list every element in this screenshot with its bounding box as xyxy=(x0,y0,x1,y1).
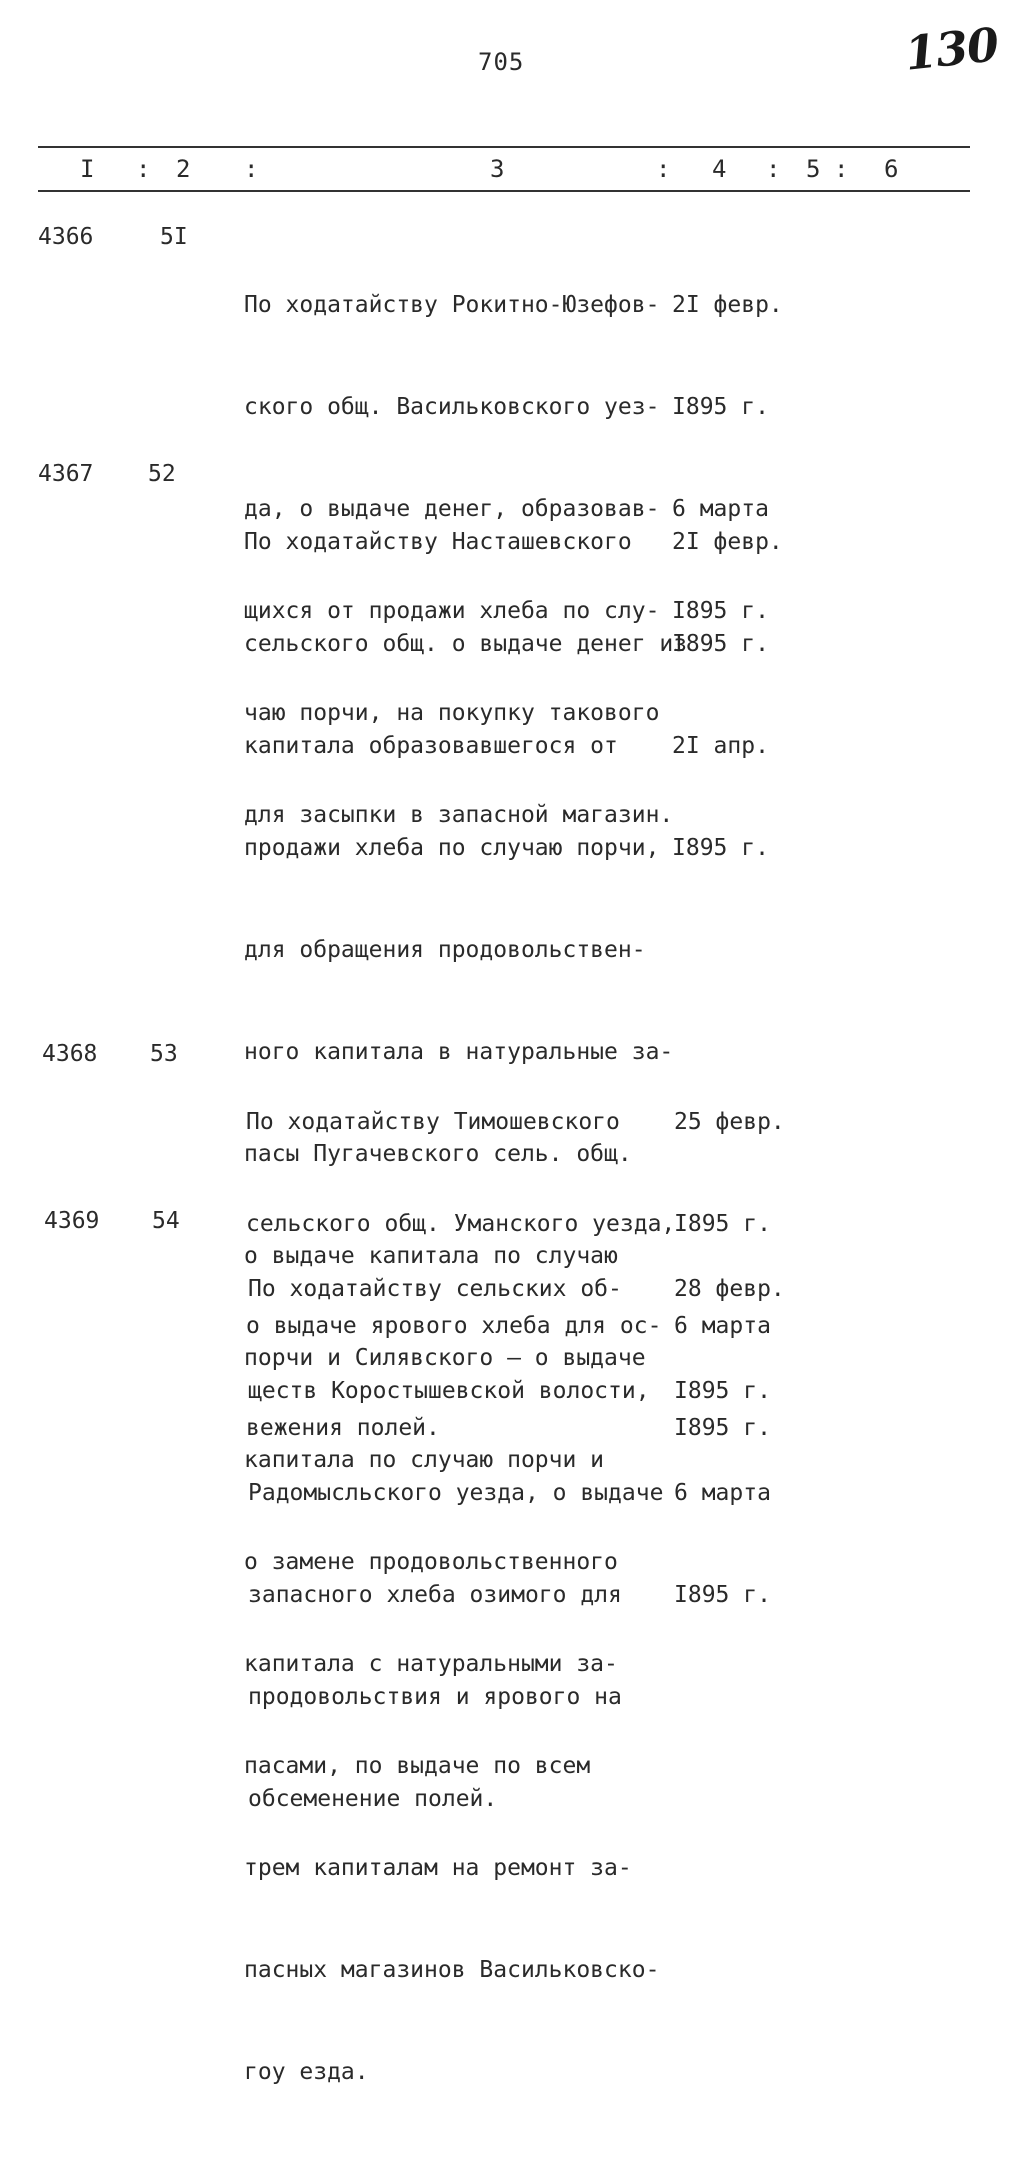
header-col-4: 4 xyxy=(712,155,727,183)
date-line: I895 г. xyxy=(674,1378,771,1404)
description-line: По ходатайству Рокитно-Юзефов- xyxy=(244,292,660,318)
entry-sub-number: 53 xyxy=(150,1041,178,1067)
date-line: I895 г. xyxy=(674,1211,771,1237)
description-line: обсеменение полей. xyxy=(248,1786,498,1812)
entry-sub-number: 5I xyxy=(160,224,188,250)
archive-number-handwritten: 130 xyxy=(902,17,1001,81)
description-line: сельского общ. о выдаче денег из xyxy=(244,631,688,657)
description-line: По ходатайству Тимошевского xyxy=(246,1109,620,1135)
header-sep: : xyxy=(136,155,151,183)
page-number: 705 xyxy=(478,48,525,76)
entry-sub-number: 54 xyxy=(152,1208,180,1234)
description-line: Радомысльского уезда, о выдаче xyxy=(248,1480,664,1506)
date-line: 6 марта xyxy=(674,1480,771,1506)
description-line: ского общ. Васильковского уез- xyxy=(244,394,660,420)
header-col-1: I xyxy=(80,155,95,183)
description-line: щихся от продажи хлеба по слу- xyxy=(244,598,660,624)
header-col-6: 6 xyxy=(884,155,899,183)
description-line: порчи и Силявского – о выдаче xyxy=(244,1345,646,1371)
header-col-5: 5 xyxy=(806,155,821,183)
header-sep: : xyxy=(834,155,849,183)
description-line: для обращения продовольствен- xyxy=(244,937,646,963)
entry-number: 4368 xyxy=(42,1041,98,1067)
date-line: I895 г. xyxy=(672,631,769,657)
description-line: пасами, по выдаче по всем xyxy=(244,1753,591,1779)
date-line: 25 февр. xyxy=(674,1109,785,1135)
entry-sub-number: 52 xyxy=(148,461,176,487)
header-sep: : xyxy=(766,155,781,183)
description-line: По ходатайству сельских об- xyxy=(248,1276,622,1302)
date-line: I895 г. xyxy=(674,1582,771,1608)
description-line: трем капиталам на ремонт за- xyxy=(244,1855,632,1881)
entry-dates xyxy=(674,1204,785,1680)
header-sep: : xyxy=(656,155,671,183)
header-rule-top xyxy=(38,146,970,148)
description-line: капитала по случаю порчи и xyxy=(244,1447,605,1473)
date-line: 6 марта xyxy=(672,496,769,522)
description-line: капитала образовавшегося от xyxy=(244,733,618,759)
description-line: чаю порчи, на покупку такового xyxy=(244,700,660,726)
date-line: 2I февр. xyxy=(672,529,783,555)
date-line: 28 февр. xyxy=(674,1276,785,1302)
description-line: сельского общ. Уманского уезда, xyxy=(246,1211,676,1237)
date-line: I895 г. xyxy=(672,835,769,861)
description-line: о выдаче капитала по случаю xyxy=(244,1243,618,1269)
header-col-3: 3 xyxy=(490,155,505,183)
entry-number: 4366 xyxy=(38,224,94,250)
description-line: продовольствия и ярового на xyxy=(248,1684,622,1710)
description-line: ного капитала в натуральные за- xyxy=(244,1039,674,1065)
date-line: 2I февр. xyxy=(672,292,783,318)
description-line: запасного хлеба озимого для xyxy=(248,1582,622,1608)
entry-number: 4369 xyxy=(44,1208,100,1234)
description-line: капитала с натуральными за- xyxy=(244,1651,618,1677)
entry-number: 4367 xyxy=(38,461,94,487)
description-line: о замене продовольственного xyxy=(244,1549,618,1575)
date-line: 6 марта xyxy=(674,1313,771,1339)
description-line: о выдаче ярового хлеба для ос- xyxy=(246,1313,662,1339)
description-line: продажи хлеба по случаю порчи, xyxy=(244,835,660,861)
description-line: да, о выдаче денег, образовав- xyxy=(244,496,660,522)
description-line: для засыпки в запасной магазин. xyxy=(244,802,674,828)
description-line: вежения полей. xyxy=(246,1415,440,1441)
description-line: пасных магазинов Васильковско- xyxy=(244,1957,660,1983)
description-line: ществ Коростышевской волости, xyxy=(248,1378,650,1404)
header-sep: : xyxy=(244,155,259,183)
description-line: гоу езда. xyxy=(244,2059,369,2085)
date-line: 2I апр. xyxy=(672,733,769,759)
header-col-2: 2 xyxy=(176,155,191,183)
date-line: I895 г. xyxy=(674,1415,771,1441)
date-line: I895 г. xyxy=(672,598,769,624)
description-line: пасы Пугачевского сель. общ. xyxy=(244,1141,632,1167)
entry-dates xyxy=(672,457,783,933)
date-line: I895 г. xyxy=(672,394,769,420)
header-rule-bottom xyxy=(38,190,970,192)
description-line: По ходатайству Насташевского xyxy=(244,529,632,555)
entry-description xyxy=(248,1204,678,1884)
